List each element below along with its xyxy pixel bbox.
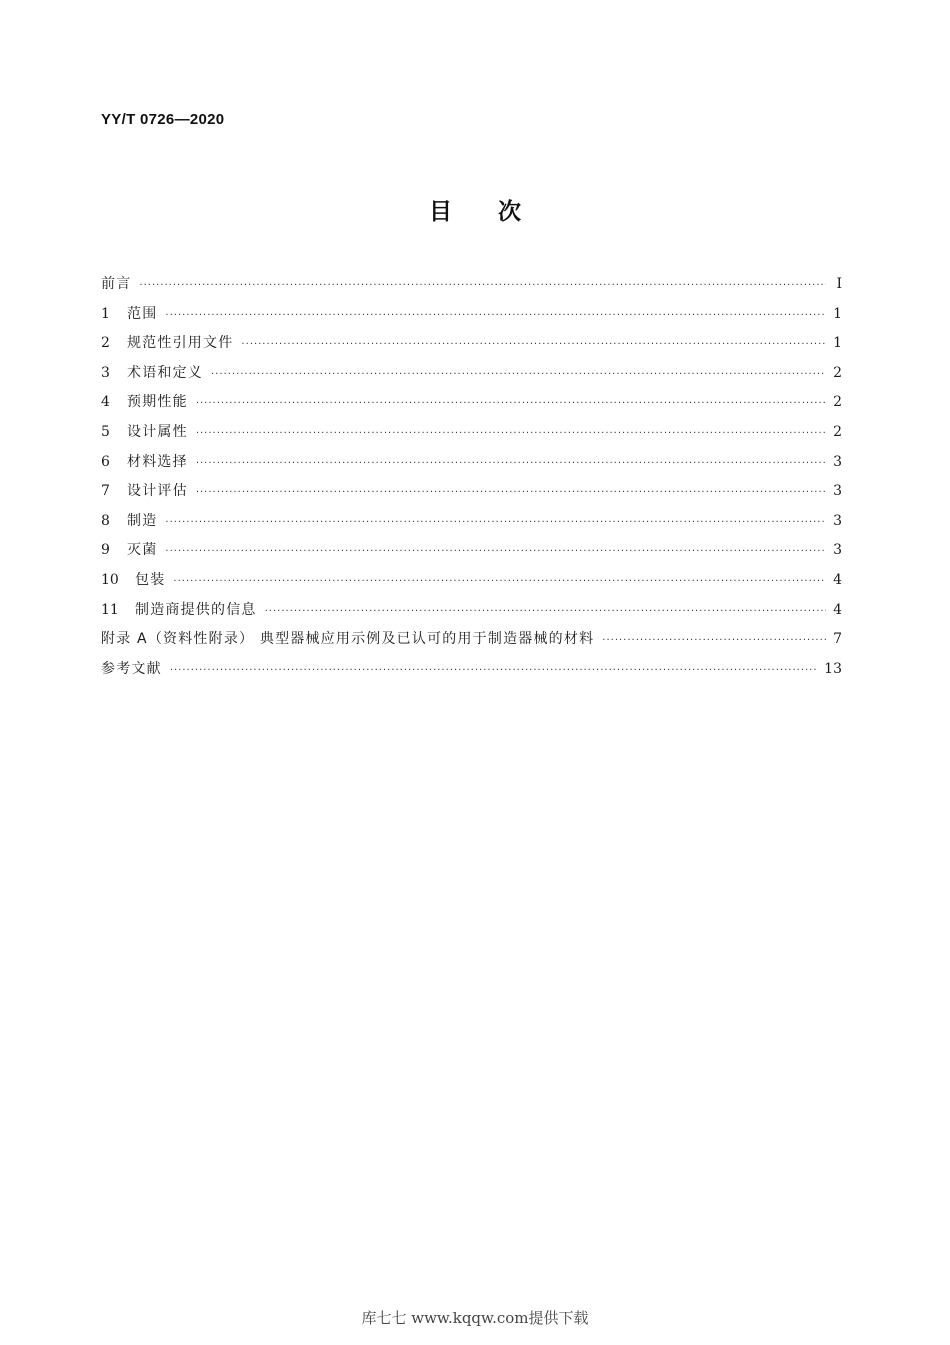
toc-leader-dots [170, 659, 818, 683]
toc-entry-page: 1 [833, 305, 842, 322]
toc-entry[interactable] [101, 331, 842, 361]
toc-entry-label: 参考文献 [101, 660, 162, 677]
toc-entry-number: 9 [101, 542, 110, 559]
toc-entry[interactable] [101, 272, 842, 302]
toc-entry-label: 设计属性 [127, 423, 188, 440]
toc-entry-label: 包装 [135, 571, 166, 588]
toc-entry[interactable] [101, 538, 842, 568]
toc-leader-dots [196, 392, 826, 416]
toc-entry-page: 13 [824, 660, 842, 677]
toc-leader-dots [165, 540, 826, 564]
toc-entry-number: 3 [101, 364, 110, 381]
toc-leader-dots [211, 363, 826, 387]
footer-download-note: 库七七 www.kqqw.com提供下载 [361, 1309, 589, 1327]
toc-entry[interactable] [101, 450, 842, 480]
toc-entry-number: 11 [101, 601, 119, 618]
toc-entry-label: 制造 [127, 512, 158, 529]
toc-entry-number: 5 [101, 423, 110, 440]
toc-entry-label: 设计评估 [127, 483, 188, 500]
table-of-contents [101, 272, 842, 686]
toc-entry[interactable] [101, 479, 842, 509]
toc-entry-number: 8 [101, 512, 110, 529]
toc-entry-label: 制造商提供的信息 [135, 601, 257, 618]
toc-entry-number: 6 [101, 453, 110, 470]
toc-leader-dots [173, 570, 826, 594]
toc-entry-number: 2 [101, 335, 110, 352]
toc-entry[interactable] [101, 627, 842, 657]
toc-entry-label: 灭菌 [127, 542, 158, 559]
toc-entry-page: Ⅰ [836, 276, 842, 292]
toc-leader-dots [265, 600, 826, 624]
toc-entry[interactable] [101, 302, 842, 332]
toc-entry-page: 3 [833, 542, 842, 559]
toc-entry-label: 预期性能 [127, 394, 188, 411]
toc-entry-page: 3 [833, 512, 842, 529]
toc-entry[interactable] [101, 390, 842, 420]
toc-entry[interactable] [101, 361, 842, 391]
toc-leader-dots [139, 274, 826, 298]
toc-entry-label: 规范性引用文件 [127, 335, 234, 352]
toc-entry-number: 10 [101, 571, 119, 588]
toc-entry-label: 术语和定义 [127, 364, 203, 381]
toc-entry-page: 3 [833, 483, 842, 500]
toc-entry-page: 2 [833, 423, 842, 440]
toc-leader-dots [602, 629, 826, 653]
toc-leader-dots [196, 422, 826, 446]
toc-entry-label: 范围 [127, 305, 158, 322]
toc-leader-dots [165, 304, 826, 328]
toc-entry-label: 附录 A（资料性附录） 典型器械应用示例及已认可的用于制造器械的材料 [101, 631, 595, 648]
toc-entry-number: 4 [101, 394, 110, 411]
toc-entry[interactable] [101, 420, 842, 450]
toc-entry-page: 1 [833, 335, 842, 352]
toc-entry-page: 2 [833, 394, 842, 411]
toc-entry[interactable] [101, 509, 842, 539]
toc-leader-dots [196, 481, 826, 505]
toc-entry-number: 7 [101, 483, 110, 500]
toc-entry-page: 4 [833, 571, 842, 588]
toc-entry-page: 7 [833, 631, 842, 648]
toc-leader-dots [241, 333, 826, 357]
toc-entry-page: 4 [833, 601, 842, 618]
toc-entry-number: 1 [101, 305, 110, 322]
toc-entry[interactable] [101, 657, 842, 687]
toc-entry-page: 2 [833, 364, 842, 381]
toc-title: 目次 [429, 199, 567, 225]
toc-entry-label: 材料选择 [127, 453, 188, 470]
toc-leader-dots [165, 511, 826, 535]
toc-entry-page: 3 [833, 453, 842, 470]
document-code: YY/T 0726—2020 [101, 111, 225, 128]
toc-entry-label: 前言 [101, 276, 132, 292]
toc-entry[interactable] [101, 568, 842, 598]
toc-entry[interactable] [101, 598, 842, 628]
toc-leader-dots [196, 452, 826, 476]
